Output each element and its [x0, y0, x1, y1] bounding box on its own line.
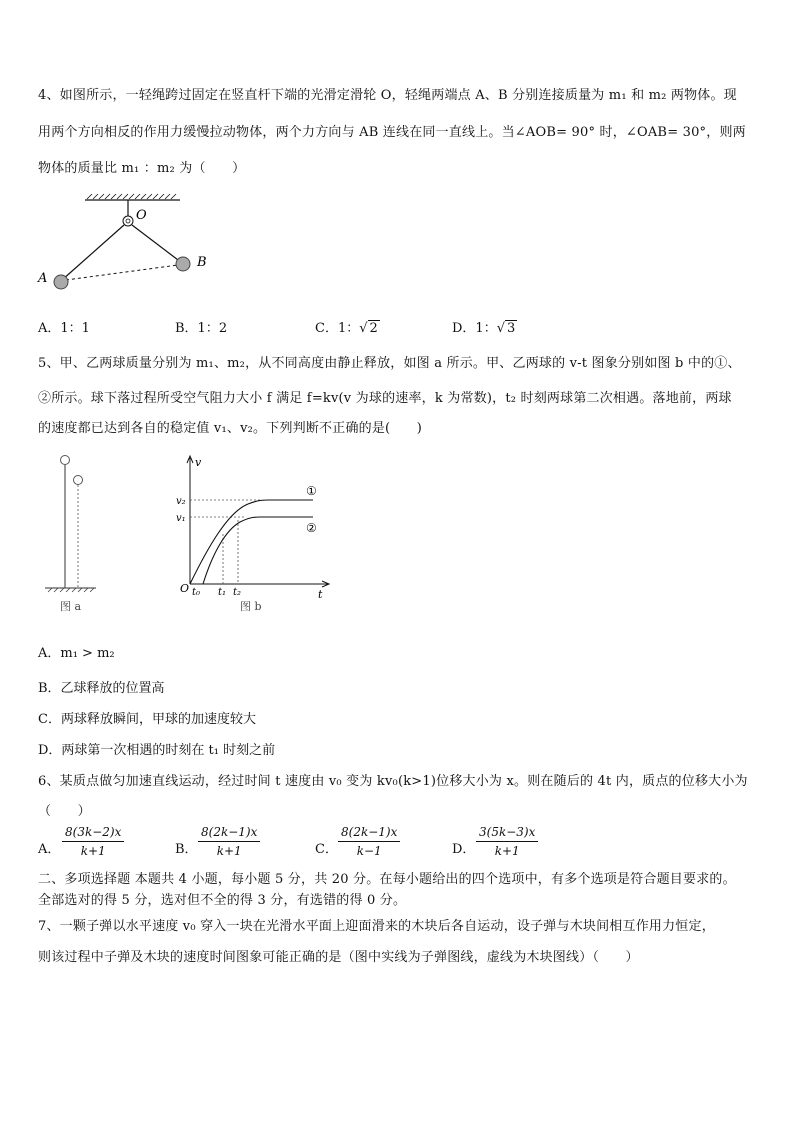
section2-instructions-line2: 全部选对的得 5 分，选对但不全的得 3 分，有选错的得 0 分。	[38, 893, 407, 908]
q6-text-line1: 6、某质点做匀加速直线运动，经过时间 t 速度由 v₀ 变为 kv₀(k>1)位移大小为 x。则在随后的 4t 内，质点的位移大小为	[38, 774, 748, 789]
q7-text-line1: 7、一颗子弹以水平速度 v₀ 穿入一块在光滑水平面上迎面滑来的木块后各自运动，设子弹与木块间相互作用力恒定，	[38, 919, 715, 934]
t2-label: t₂	[233, 587, 242, 598]
q5-option-c: C．两球释放瞬间，甲球的加速度较大	[38, 712, 256, 727]
q5-figure-b	[168, 452, 333, 614]
t-axis-label: t	[318, 588, 323, 601]
q6-option-a-denominator: k+1	[80, 844, 106, 858]
q6-option-a-label: A．	[38, 842, 61, 857]
sqrt-symbol: √ 2	[359, 321, 378, 336]
origin-label: O	[180, 582, 190, 595]
q6-option-c-numerator: 8(2k−1)x	[338, 825, 400, 842]
q4-pulley-figure	[30, 192, 210, 294]
q6-option-d-fraction	[476, 825, 538, 858]
q5-text-line3: 的速度都已达到各自的稳定值 v₁、v₂。下列判断不正确的是( )	[38, 421, 422, 436]
curve-2	[203, 517, 313, 584]
ball-B	[176, 257, 190, 271]
q5-option-b: B．乙球释放的位置高	[38, 681, 165, 696]
t0-label: t₀	[192, 587, 201, 598]
q5-option-a: A．m₁ > m₂	[38, 646, 115, 661]
fig-b-caption: 图 b	[240, 600, 262, 613]
curve-2-label: ②	[306, 521, 317, 535]
q6-option-c-denominator: k−1	[356, 844, 382, 858]
v2-label: v₂	[176, 496, 186, 507]
q6-option-d-numerator: 3(5k−3)x	[476, 825, 538, 842]
q6-option-d-label: D．	[452, 842, 476, 857]
q6-option-b-numerator: 8(2k−1)x	[198, 825, 260, 842]
q6-option-a-numerator: 8(3k−2)x	[62, 825, 124, 842]
curve-1-label: ①	[306, 484, 317, 498]
q6-option-c-fraction	[338, 825, 400, 858]
q4-text-line1: 4、如图所示，一轻绳跨过固定在竖直杆下端的光滑定滑轮 O，轻绳两端点 A、B 分别连接质量为 m₁ 和 m₂ 两物体。现	[38, 88, 737, 103]
q6-option-d-denominator: k+1	[494, 844, 520, 858]
q5-text-line2: ②所示。球下落过程所受空气阻力大小 f 满足 f=kv(v 为球的速率，k 为常数)，t₂ 时刻两球第二次相遇。落地前，两球	[38, 391, 732, 406]
q5-text-line1: 5、甲、乙两球质量分别为 m₁、m₂，从不同高度由静止释放，如图 a 所示。甲、乙两球的 v-t 图象分别如图 b 中的①、	[38, 356, 741, 371]
ball-A	[54, 275, 68, 289]
section2-instructions-line1: 二、多项选择题 本题共 4 小题，每小题 5 分，共 20 分。在每小题给出的四个选项中，有多个选项是符合题目要求的。	[38, 872, 736, 887]
sqrt-symbol: √ 3	[496, 321, 516, 336]
q4-option-c-radicand: 2	[369, 321, 378, 336]
q6-option-b-label: B．	[175, 842, 198, 857]
rope-OA	[62, 225, 124, 280]
q6-option-a-fraction	[62, 825, 124, 858]
label-A: A	[38, 271, 48, 286]
q4-option-d	[452, 317, 517, 336]
q4-option-d-prefix: D．1：	[452, 321, 497, 336]
ball-jia	[61, 456, 70, 465]
fig-a-caption: 图 a	[60, 600, 82, 613]
q4-text-line3: 物体的质量比 m₁ ：m₂ 为（ ）	[38, 161, 246, 176]
q5-option-d: D．两球第一次相遇的时刻在 t₁ 时刻之前	[38, 743, 276, 758]
t1-label: t₁	[218, 587, 227, 598]
q6-option-b-denominator: k+1	[216, 844, 242, 858]
q6-option-b-fraction	[198, 825, 260, 858]
q4-option-c	[315, 317, 380, 336]
q5-figure-a	[40, 452, 100, 614]
v1-label: v₁	[176, 513, 186, 524]
v-axis-label: v	[195, 456, 202, 469]
q4-option-d-radicand: 3	[507, 321, 516, 336]
q4-option-a: A．1：1	[38, 321, 90, 336]
dashed-AB	[66, 265, 178, 280]
label-O: O	[136, 208, 147, 223]
ball-yi	[74, 476, 83, 485]
rope-OB	[132, 225, 182, 263]
q6-text-line2: （ ）	[38, 804, 91, 819]
q7-text-line2: 则该过程中子弹及木块的速度时间图象可能正确的是（图中实线为子弹图线，虚线为木块图线）（ ）	[38, 950, 639, 965]
q4-text-line2: 用两个方向相反的作用力缓慢拉动物体，两个力方向与 AB 连线在同一直线上。当∠AOB= 90° 时，∠OAB= 30°，则两	[38, 125, 746, 140]
q4-option-c-prefix: C．1：	[315, 321, 360, 336]
q6-option-c-label: C．	[315, 842, 338, 857]
ceiling-hatch	[87, 194, 176, 199]
q4-option-b: B．1：2	[175, 321, 228, 336]
label-B: B	[197, 255, 207, 270]
curve-1	[190, 500, 313, 584]
